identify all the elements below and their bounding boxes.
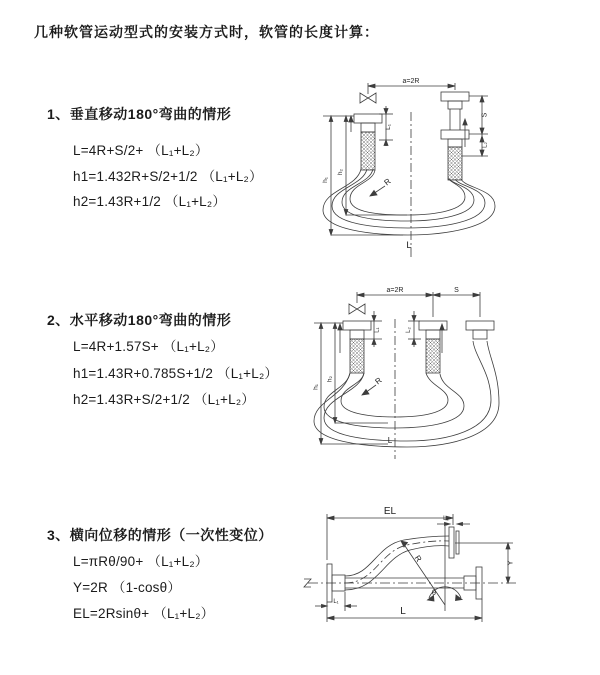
dim-label-theta: θ bbox=[431, 588, 437, 597]
dim-label-s: S bbox=[481, 112, 489, 118]
dim-label-r: R bbox=[412, 553, 424, 564]
section-3-formula-EL: EL=2Rsinθ+ （L₁+L₂） bbox=[73, 606, 215, 621]
movement-arrow-icon bbox=[349, 116, 353, 122]
section-2-formula-h2: h2=1.43R+S/2+1/2 （L₁+L₂） bbox=[73, 392, 255, 407]
dim-label-l2: L₂ bbox=[406, 327, 412, 333]
section-1-formula-L: L=4R+S/2+ （L₁+L₂） bbox=[73, 143, 209, 158]
dim-label-a2r: a=2R bbox=[386, 287, 404, 294]
diagram-vertical-180-bend bbox=[315, 72, 600, 262]
dim-label-l2: L₂ bbox=[482, 142, 489, 148]
movement-arrow-icon bbox=[463, 119, 467, 125]
dim-label-l: L bbox=[406, 240, 412, 251]
dim-label-l: L bbox=[387, 436, 393, 445]
hose-s-curve bbox=[345, 536, 449, 590]
dim-label-h2: h₂ bbox=[326, 375, 334, 383]
braided-hose-section bbox=[448, 147, 462, 180]
dim-label-r: R bbox=[373, 375, 384, 387]
movement-arrow-icon bbox=[338, 324, 342, 330]
section-1-heading: 1、垂直移动180°弯曲的情形 bbox=[47, 106, 232, 122]
dim-label-l1: L₁ bbox=[333, 599, 339, 605]
d3-linework bbox=[304, 514, 518, 622]
dim-label-l1: L₁ bbox=[385, 124, 392, 130]
braided-hose-section bbox=[350, 339, 364, 373]
section-1-formula-h1: h1=1.432R+S/2+1/2 （L₁+L₂） bbox=[73, 169, 263, 184]
section-2-formula-L: L=4R+1.57S+ （L₁+L₂） bbox=[73, 339, 224, 354]
braided-hose-section bbox=[361, 132, 375, 170]
valve-icon bbox=[360, 93, 376, 103]
section-3-formula-Y: Y=2R （1-cosθ） bbox=[73, 580, 182, 595]
dim-label-r: R bbox=[382, 176, 393, 188]
dim-label-h2: h₂ bbox=[337, 168, 344, 176]
valve-icon bbox=[349, 304, 365, 314]
dim-label-l: L bbox=[400, 606, 406, 617]
diagram-horizontal-180-bend bbox=[308, 283, 600, 468]
dim-label-el: EL bbox=[383, 506, 397, 517]
d1-linework bbox=[323, 83, 495, 258]
section-3-heading: 3、横向位移的情形（一次性变位） bbox=[47, 527, 273, 543]
section-2-heading: 2、水平移动180°弯曲的情形 bbox=[47, 312, 232, 328]
section-2-formula-h1: h1=1.43R+0.785S+1/2 （L₁+L₂） bbox=[73, 366, 279, 381]
page-title: 几种软管运动型式的安装方式时，软管的长度计算： bbox=[34, 24, 379, 40]
movement-arrow-icon bbox=[440, 324, 444, 330]
d2-linework bbox=[314, 292, 499, 459]
section-3-formula-L: L=πRθ/90+ （L₁+L₂） bbox=[73, 554, 209, 569]
dim-label-h1: h₁ bbox=[312, 384, 320, 390]
hose-u-curves bbox=[314, 341, 499, 447]
dim-label-l1: L₁ bbox=[374, 327, 381, 333]
dim-label-y: Y bbox=[505, 560, 515, 566]
hose-u-curves bbox=[323, 169, 495, 235]
dim-label-a2r: a=2R bbox=[402, 78, 420, 85]
dim-label-l2: L₂ bbox=[443, 516, 449, 522]
dim-label-h1: h₁ bbox=[322, 177, 329, 183]
braided-hose-section bbox=[426, 339, 440, 373]
section-1-formula-h2: h2=1.43R+1/2 （L₁+L₂） bbox=[73, 194, 227, 209]
diagram-lateral-displacement bbox=[300, 498, 600, 663]
dim-label-s: S bbox=[454, 287, 459, 294]
